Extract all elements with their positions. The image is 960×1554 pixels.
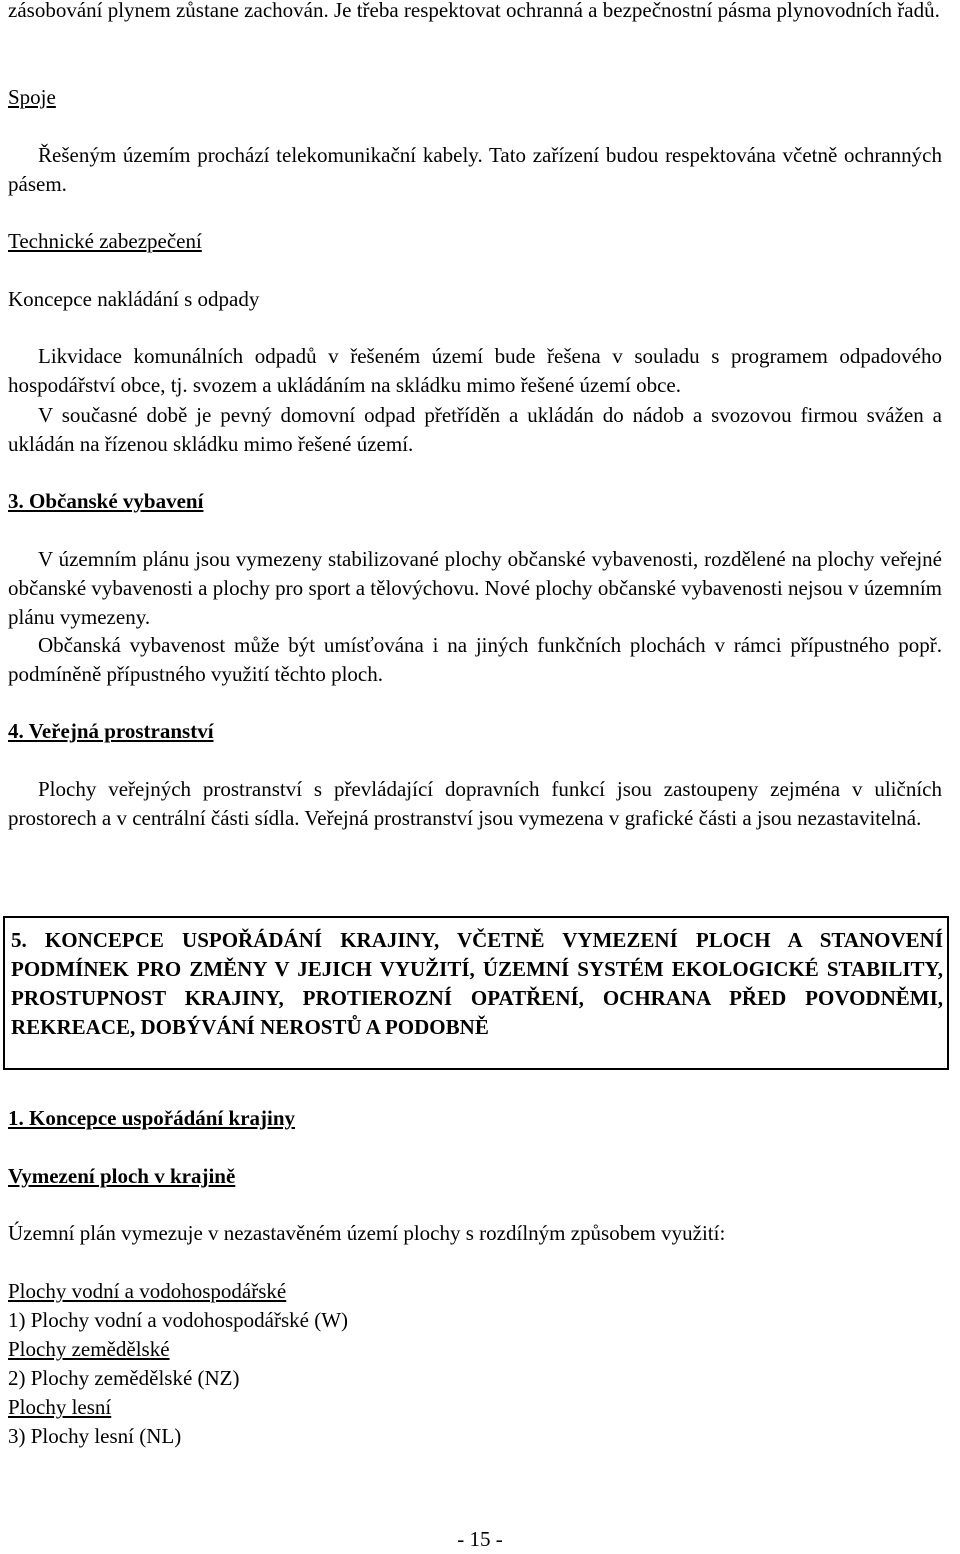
- spoje-heading: Spoje: [8, 85, 56, 109]
- vymezeni-heading: Vymezení ploch v krajině: [8, 1164, 236, 1188]
- odpady-heading: Koncepce nakládání s odpady: [8, 287, 260, 311]
- obcanske-text-2: Občanská vybavenost může být umísťována i na jiných funkčních plochách v rámci přípustného popř. podmíněně přípustného využití těchto ploch.: [8, 633, 942, 686]
- item-zemedelske: 2) Plochy zemědělské (NZ): [8, 1366, 240, 1390]
- item-vodni: 1) Plochy vodní a vodohospodářské (W): [8, 1308, 349, 1332]
- vymezeni-intro: Územní plán vymezuje v nezastavěném území plochy s rozdílným způsobem využití:: [8, 1221, 726, 1245]
- group-lesni: Plochy lesní: [8, 1395, 112, 1419]
- technicke-heading: Technické zabezpečení: [8, 229, 202, 253]
- odpady-text-1: Likvidace komunálních odpadů v řešeném území bude řešena v souladu s programem odpadového hospodářství obce, tj. svozem a ukládáním na skládku mimo řešené území obce.: [8, 344, 942, 397]
- verejna-text: Plochy veřejných prostranství s převládající dopravních funkcí jsou zastoupeny zejména v uličních prostorech a v centrální části sídla. Veřejná prostranství jsou vymezena v grafické části a jsou nezastavitelná.: [8, 777, 942, 830]
- page-number: - 15 -: [457, 1527, 503, 1551]
- item-lesni: 3) Plochy lesní (NL): [8, 1424, 182, 1448]
- chapter-5-title: 5. KONCEPCE USPOŘÁDÁNÍ KRAJINY, VČETNĚ VYMEZENÍ PLOCH A STANOVENÍ PODMÍNEK PRO ZMĚNY V JEJICH VYUŽITÍ, ÚZEMNÍ SYSTÉM EKOLOGICKÉ STABILITY, PROSTUPNOST KRAJINY, PROTIEROZNÍ OPATŘENÍ, OCHRANA PŘED POVODNĚMI, REKREACE, DOBÝVÁNÍ NEROSTŮ A PODOBNĚ: [11, 928, 943, 1039]
- koncepce-heading: 1. Koncepce uspořádání krajiny: [8, 1106, 296, 1130]
- obcanske-heading: 3. Občanské vybavení: [8, 489, 204, 513]
- chapter-5-box: [3, 916, 949, 1070]
- verejna-heading: 4. Veřejná prostranství: [8, 719, 214, 743]
- top-paragraph: zásobování plynem zůstane zachován. Je třeba respektovat ochranná a bezpečnostní pásma plynovodních řadů.: [8, 0, 940, 22]
- odpady-text-2: V současné době je pevný domovní odpad přetříděn a ukládán do nádob a svozovou firmou svážen a ukládán na řízenou skládku mimo řešené území.: [8, 403, 942, 456]
- obcanske-text-1: V územním plánu jsou vymezeny stabilizované plochy občanské vybavenosti, rozdělené na plochy veřejné občanské vybavenosti a plochy pro sport a tělovýchovu. Nové plochy občanské vybavenosti nejsou v územním plánu vymezeny.: [8, 547, 942, 629]
- spoje-text: Řešeným územím prochází telekomunikační kabely. Tato zařízení budou respektována včetně ochranných pásem.: [8, 143, 942, 196]
- group-zemedelske: Plochy zemědělské: [8, 1337, 170, 1361]
- group-vodni: Plochy vodní a vodohospodářské: [8, 1279, 287, 1303]
